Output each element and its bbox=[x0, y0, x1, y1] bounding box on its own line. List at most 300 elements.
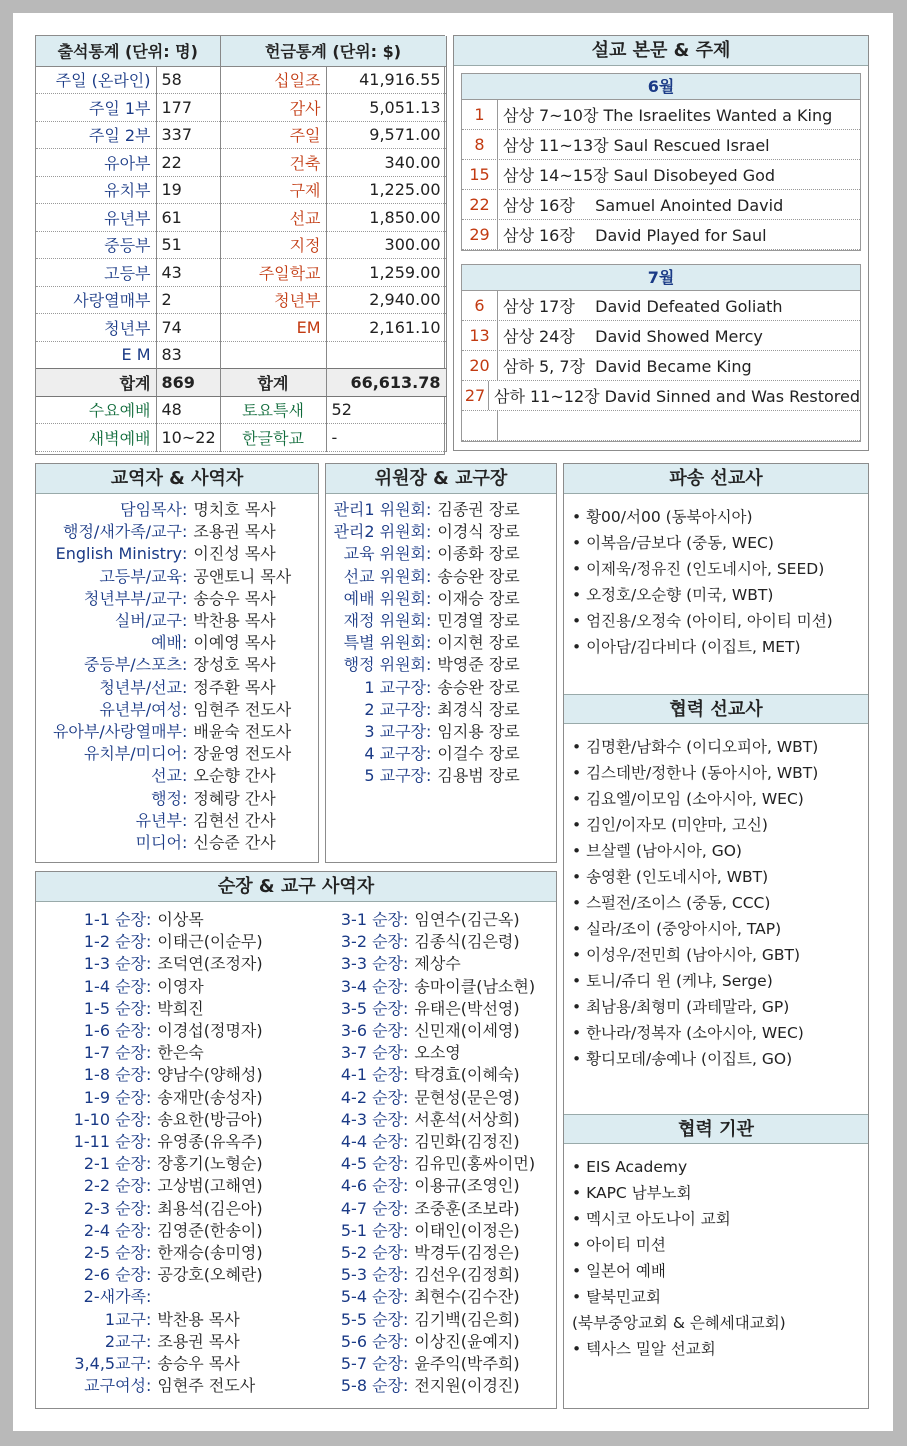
leader-row bbox=[298, 909, 556, 931]
sermon-panel bbox=[453, 35, 869, 451]
colon: : bbox=[146, 1309, 152, 1329]
staff-row bbox=[36, 610, 318, 632]
colon: : bbox=[146, 954, 152, 974]
sermon-date: 6 bbox=[462, 291, 498, 320]
colon: : bbox=[426, 677, 432, 697]
leader-row-name bbox=[151, 1286, 157, 1308]
service-label: 토요특새 bbox=[220, 396, 326, 424]
service-label: 한글학교 bbox=[220, 424, 326, 452]
colon: : bbox=[426, 744, 432, 764]
org-item: (북부중앙교회 & 은혜세대교회) bbox=[572, 1314, 786, 1332]
org-item: • 멕시코 아도나이 교회 bbox=[572, 1206, 858, 1232]
attendance-label: 주일 1부 bbox=[36, 94, 156, 122]
committee-row-name: 이지현 장로 bbox=[437, 633, 520, 653]
june-schedule bbox=[461, 73, 861, 251]
leader-row bbox=[36, 1064, 301, 1086]
staff-row-role: 유년부 bbox=[135, 810, 182, 830]
staff-row bbox=[36, 721, 318, 743]
leader-row-role: 4-6 순장 bbox=[340, 1176, 403, 1196]
colon: : bbox=[426, 522, 432, 542]
colon: : bbox=[182, 699, 188, 719]
colon: : bbox=[403, 1287, 409, 1307]
colon: : bbox=[403, 1065, 409, 1085]
colon: : bbox=[403, 1132, 409, 1152]
leader-row bbox=[298, 1175, 556, 1197]
staff-row-name: 조용권 목사 bbox=[193, 522, 276, 542]
sermon-date: 8 bbox=[462, 130, 498, 159]
staff-panel bbox=[35, 463, 319, 863]
staff-row-role: 유치부/미디어 bbox=[83, 744, 182, 764]
leader-row bbox=[36, 1220, 301, 1242]
missionary-item: • 김요엘/이모임 (소아시아, WEC) bbox=[572, 786, 858, 812]
service-label: 수요예배 bbox=[36, 396, 156, 424]
offering-amount: 2,161.10 bbox=[326, 314, 446, 342]
leader-row-role: 4-7 순장 bbox=[340, 1198, 403, 1218]
colon: : bbox=[146, 1043, 152, 1063]
colon: : bbox=[182, 810, 188, 830]
leader-row-role: 4-3 순장 bbox=[340, 1109, 403, 1129]
colon: : bbox=[182, 744, 188, 764]
sent-header: 파송 선교사 bbox=[564, 464, 868, 494]
committee-row-name: 송승완 장로 bbox=[437, 566, 520, 586]
leader-row-role: 4-2 순장 bbox=[340, 1087, 403, 1107]
staff-row-role: 고등부/교육 bbox=[99, 566, 182, 586]
sermon-title: 삼상 14~15장 Saul Disobeyed God bbox=[503, 166, 776, 185]
leader-row-role: 4-1 순장 bbox=[340, 1065, 403, 1085]
stats-row bbox=[36, 231, 446, 259]
leader-row bbox=[36, 953, 301, 975]
stats-row bbox=[36, 94, 446, 122]
staff-row-role: 실버/교구 bbox=[114, 611, 182, 631]
leader-row-role: 5-5 순장 bbox=[340, 1309, 403, 1329]
offering-total-label: 합계 bbox=[220, 369, 326, 397]
leader-row-name: 조중훈(조보라) bbox=[414, 1198, 520, 1218]
leader-row bbox=[36, 998, 301, 1020]
committee-row bbox=[326, 588, 556, 610]
staff-row-role: 청년부부/교구 bbox=[83, 588, 182, 608]
leader-row-role: 1-9 순장 bbox=[83, 1087, 146, 1107]
committee-row bbox=[326, 632, 556, 654]
staff-row bbox=[36, 632, 318, 654]
stats-row bbox=[36, 121, 446, 149]
colon: : bbox=[146, 976, 152, 996]
service-count: 10~22 bbox=[156, 424, 220, 452]
committee-row-role: 예배 위원회 bbox=[343, 588, 426, 608]
colon: : bbox=[146, 1220, 152, 1240]
missionary-item: • 김인/이자모 (미얀마, 고신) bbox=[572, 812, 858, 838]
stats-row bbox=[36, 286, 446, 314]
leader-row-role: 1-6 순장 bbox=[83, 1021, 146, 1041]
leader-row-name: 최현수(김수잔) bbox=[414, 1287, 520, 1307]
colon: : bbox=[403, 976, 409, 996]
colon: : bbox=[403, 1265, 409, 1285]
leader-row bbox=[36, 1309, 301, 1331]
leader-row-role: 2-2 순장 bbox=[83, 1176, 146, 1196]
leader-row-name: 장홍기(노형순) bbox=[157, 1154, 263, 1174]
sermon-title: 삼하 11~12장 David Sinned and Was Restored bbox=[494, 387, 860, 406]
leader-row bbox=[36, 931, 301, 953]
committee-row-name: 임지용 장로 bbox=[437, 722, 520, 742]
offering-amount: 300.00 bbox=[326, 231, 446, 259]
committee-row bbox=[326, 677, 556, 699]
leaders-panel bbox=[35, 871, 557, 1409]
leader-row-role: 2-3 순장 bbox=[83, 1198, 146, 1218]
missionary-item: • 실라/조이 (중앙아시아, TAP) bbox=[572, 916, 858, 942]
attendance-count: 74 bbox=[156, 314, 220, 342]
colon: : bbox=[146, 1176, 152, 1196]
offering-label: 주일학교 bbox=[220, 259, 326, 287]
attendance-label: 주일 2부 bbox=[36, 121, 156, 149]
missionary-item: • 김스데반/정한나 (동아시아, WBT) bbox=[572, 760, 858, 786]
colon: : bbox=[146, 910, 152, 929]
staff-row bbox=[36, 765, 318, 787]
leader-row bbox=[298, 931, 556, 953]
leader-row bbox=[298, 1064, 556, 1086]
colon: : bbox=[182, 766, 188, 786]
missionary-item: • 이성우/전민희 (남아시아, GBT) bbox=[572, 942, 858, 968]
colon: : bbox=[146, 1109, 152, 1129]
leader-row-name: 한재승(송미영) bbox=[157, 1243, 263, 1263]
missionary-item: • 엄진용/오정숙 (아이티, 아이티 미션) bbox=[572, 608, 858, 634]
attendance-count: 2 bbox=[156, 286, 220, 314]
staff-row-name: 임현주 전도사 bbox=[193, 699, 292, 719]
offering-label: 건축 bbox=[220, 149, 326, 177]
staff-row-name: 신승준 간사 bbox=[193, 833, 276, 853]
sermon-date bbox=[462, 411, 498, 440]
leader-row-role: 1-1 순장 bbox=[83, 910, 146, 929]
leader-row-name: 조덕연(조정자) bbox=[157, 954, 263, 974]
colon: : bbox=[403, 954, 409, 974]
missionary-item: • 브살렐 (남아시아, GO) bbox=[572, 838, 858, 864]
stats-row bbox=[36, 259, 446, 287]
leader-row-name: 이영자 bbox=[157, 976, 204, 996]
leader-row-name: 고상범(고해연) bbox=[157, 1176, 263, 1196]
sermon-row bbox=[462, 411, 860, 441]
stats-row bbox=[36, 314, 446, 342]
offering-label: 주일 bbox=[220, 121, 326, 149]
leader-row-role: 5-6 순장 bbox=[340, 1331, 403, 1351]
colon: : bbox=[426, 544, 432, 564]
sermon-row bbox=[462, 220, 860, 250]
colon: : bbox=[146, 1087, 152, 1107]
service-label: 새벽예배 bbox=[36, 424, 156, 452]
leader-row bbox=[298, 1375, 556, 1397]
leader-row-name: 송승우 목사 bbox=[157, 1354, 240, 1374]
leader-row-name: 문현성(문은영) bbox=[414, 1087, 520, 1107]
staff-row bbox=[36, 654, 318, 676]
staff-row bbox=[36, 566, 318, 588]
staff-row bbox=[36, 521, 318, 543]
colon: : bbox=[426, 588, 432, 608]
staff-row-name: 박찬용 목사 bbox=[193, 611, 276, 631]
sermon-row bbox=[462, 160, 860, 190]
offering-amount: 2,940.00 bbox=[326, 286, 446, 314]
colon: : bbox=[182, 611, 188, 631]
offering-header: 헌금통계 (단위: $) bbox=[220, 36, 446, 66]
colon: : bbox=[182, 833, 188, 853]
leader-row-role: 2-4 순장 bbox=[83, 1220, 146, 1240]
attendance-count: 51 bbox=[156, 231, 220, 259]
leader-row-role: 3-4 순장 bbox=[340, 976, 403, 996]
staff-row-name: 정혜랑 간사 bbox=[193, 788, 276, 808]
committee-row bbox=[326, 743, 556, 765]
leader-row bbox=[36, 1153, 301, 1175]
colon: : bbox=[146, 1021, 152, 1041]
bulletin-page bbox=[13, 13, 893, 1431]
leader-row-name: 김기백(김은희) bbox=[414, 1309, 520, 1329]
leader-row bbox=[36, 1242, 301, 1264]
leader-row-name: 송요한(방금아) bbox=[157, 1109, 263, 1129]
leader-row-role: 1-11 순장 bbox=[73, 1132, 146, 1152]
leader-row-role: 1-5 순장 bbox=[83, 998, 146, 1018]
leader-row-name: 전지원(이경진) bbox=[414, 1376, 520, 1396]
sermon-date: 13 bbox=[462, 321, 498, 350]
colon: : bbox=[403, 998, 409, 1018]
leader-row-role: 1-10 순장 bbox=[73, 1109, 146, 1129]
offering-amount bbox=[326, 341, 446, 369]
org-item: • 일본어 예배 bbox=[572, 1258, 858, 1284]
staff-row-name: 이진성 목사 bbox=[193, 544, 276, 564]
leader-row-name: 박희진 bbox=[157, 998, 204, 1018]
committee-row-name: 김종권 장로 bbox=[437, 500, 520, 519]
stats-row bbox=[36, 341, 446, 369]
attendance-count: 22 bbox=[156, 149, 220, 177]
stats-row bbox=[36, 149, 446, 177]
leader-row-role: 교구여성 bbox=[84, 1376, 146, 1396]
staff-row bbox=[36, 699, 318, 721]
leader-row-role: 3-6 순장 bbox=[340, 1021, 403, 1041]
colon: : bbox=[403, 1331, 409, 1351]
colon: : bbox=[182, 566, 188, 586]
leader-row bbox=[298, 1020, 556, 1042]
leader-row-role: 2-5 순장 bbox=[83, 1243, 146, 1263]
committee-row-name: 이종화 장로 bbox=[437, 544, 520, 564]
colon: : bbox=[403, 1043, 409, 1063]
leader-row-name: 이상목 bbox=[157, 910, 204, 929]
attendance-label: 유치부 bbox=[36, 176, 156, 204]
service-count: 48 bbox=[156, 396, 220, 424]
leader-row bbox=[36, 1198, 301, 1220]
colon: : bbox=[426, 655, 432, 675]
staff-row bbox=[36, 543, 318, 565]
leader-row-role: 5-3 순장 bbox=[340, 1265, 403, 1285]
org-header: 협력 기관 bbox=[564, 1114, 868, 1144]
partner-header: 협력 선교사 bbox=[564, 694, 868, 724]
attendance-total-label: 합계 bbox=[36, 369, 156, 397]
staff-row-name: 오순향 간사 bbox=[193, 766, 276, 786]
staff-row bbox=[36, 588, 318, 610]
committee-row-role: 관리1 위원회 bbox=[333, 500, 426, 519]
attendance-count: 83 bbox=[156, 341, 220, 369]
missionary-item: • 김명환/남화수 (이디오피아, WBT) bbox=[572, 734, 858, 760]
missionary-item: • 스펄전/조이스 (중동, CCC) bbox=[572, 890, 858, 916]
sermon-title: 삼상 11~13장 Saul Rescued Israel bbox=[503, 136, 770, 155]
attendance-count: 337 bbox=[156, 121, 220, 149]
committee-row-name: 이걸수 장로 bbox=[437, 744, 520, 764]
stats-row bbox=[36, 66, 446, 94]
committee-row-name: 민경열 장로 bbox=[437, 611, 520, 631]
leaders-header: 순장 & 교구 사역자 bbox=[36, 872, 556, 902]
staff-row-name: 명치호 목사 bbox=[193, 500, 276, 519]
colon: : bbox=[146, 1132, 152, 1152]
committee-row-name: 김용범 장로 bbox=[437, 766, 520, 786]
colon: : bbox=[403, 910, 409, 929]
leader-row-name: 유태은(박선영) bbox=[414, 998, 520, 1018]
service-count: - bbox=[326, 424, 446, 452]
offering-amount: 5,051.13 bbox=[326, 94, 446, 122]
leader-row bbox=[36, 1109, 301, 1131]
committee-row-role: 행정 위원회 bbox=[343, 655, 426, 675]
staff-row-role: 행정 bbox=[151, 788, 182, 808]
leader-row bbox=[36, 976, 301, 998]
sermon-date: 1 bbox=[462, 100, 498, 129]
colon: : bbox=[182, 522, 188, 542]
sermon-row bbox=[462, 100, 860, 130]
committee-row-name: 이경식 장로 bbox=[437, 522, 520, 542]
colon: : bbox=[426, 566, 432, 586]
sermon-row bbox=[462, 130, 860, 160]
colon: : bbox=[426, 611, 432, 631]
leader-row-role: 5-8 순장 bbox=[340, 1376, 403, 1396]
sermon-header: 설교 본문 & 주제 bbox=[454, 36, 868, 66]
colon: : bbox=[403, 1176, 409, 1196]
month-title: 7월 bbox=[462, 265, 860, 291]
colon: : bbox=[182, 500, 188, 519]
colon: : bbox=[426, 722, 432, 742]
missionary-panel bbox=[563, 463, 869, 1409]
committee-row-role: 4 교구장 bbox=[364, 744, 426, 764]
leader-row-role: 1-3 순장 bbox=[83, 954, 146, 974]
offering-label: 구제 bbox=[220, 176, 326, 204]
colon: : bbox=[182, 655, 188, 675]
sermon-date: 29 bbox=[462, 220, 498, 249]
leader-row-name: 이태근(이순무) bbox=[157, 932, 263, 952]
committee-row bbox=[326, 499, 556, 521]
offering-total: 66,613.78 bbox=[326, 369, 446, 397]
offering-label: 감사 bbox=[220, 94, 326, 122]
leader-row bbox=[298, 1353, 556, 1375]
leader-row bbox=[298, 998, 556, 1020]
colon: : bbox=[426, 633, 432, 653]
committee-row-role: 선교 위원회 bbox=[343, 566, 426, 586]
committee-row-name: 최경식 장로 bbox=[437, 699, 520, 719]
committee-row-name: 송승완 장로 bbox=[437, 677, 520, 697]
leader-row bbox=[298, 1286, 556, 1308]
leader-row bbox=[298, 1042, 556, 1064]
staff-row-name: 장윤영 전도사 bbox=[193, 744, 292, 764]
colon: : bbox=[403, 1309, 409, 1329]
july-schedule bbox=[461, 264, 861, 442]
staff-row-role: English Ministry bbox=[55, 544, 182, 564]
leader-row-name: 유영종(유옥주) bbox=[157, 1132, 263, 1152]
leader-row-name: 송재만(송성자) bbox=[157, 1087, 263, 1107]
committee-row-role: 재정 위원회 bbox=[343, 611, 426, 631]
leader-row-name: 탁경효(이혜숙) bbox=[414, 1065, 520, 1085]
colon: : bbox=[146, 932, 152, 952]
leader-row-role: 1-8 순장 bbox=[83, 1065, 146, 1085]
colon: : bbox=[426, 766, 432, 786]
offering-amount: 1,259.00 bbox=[326, 259, 446, 287]
committee-row bbox=[326, 566, 556, 588]
colon: : bbox=[146, 998, 152, 1018]
leader-row bbox=[36, 1353, 301, 1375]
colon: : bbox=[146, 1354, 152, 1374]
leader-row bbox=[298, 976, 556, 998]
colon: : bbox=[403, 932, 409, 952]
staff-row-role: 행정/새가족/교구 bbox=[63, 522, 182, 542]
missionary-item: • 송영환 (인도네시아, WBT) bbox=[572, 864, 858, 890]
colon: : bbox=[426, 699, 432, 719]
offering-label bbox=[220, 341, 326, 369]
missionary-item: • 이제욱/정유진 (인도네시아, SEED) bbox=[572, 556, 858, 582]
service-count: 52 bbox=[326, 396, 446, 424]
staff-row-name: 장성호 목사 bbox=[193, 655, 276, 675]
committee-row-role: 교육 위원회 bbox=[343, 544, 426, 564]
committee-row-role: 2 교구장 bbox=[364, 699, 426, 719]
attendance-total: 869 bbox=[156, 369, 220, 397]
staff-row bbox=[36, 832, 318, 854]
sermon-date: 27 bbox=[462, 381, 489, 410]
staff-row-name: 김현선 간사 bbox=[193, 810, 276, 830]
leader-row bbox=[298, 1131, 556, 1153]
leader-row-name: 이경섭(정명자) bbox=[157, 1021, 263, 1041]
leader-row bbox=[36, 1087, 301, 1109]
missionary-item: • 한나라/정복자 (소아시아, WEC) bbox=[572, 1020, 858, 1046]
sermon-title: 삼상 7~10장 The Israelites Wanted a King bbox=[503, 106, 833, 125]
leader-row bbox=[298, 1220, 556, 1242]
leader-row-name: 김선우(김정희) bbox=[414, 1265, 520, 1285]
staff-row bbox=[36, 743, 318, 765]
staff-row-role: 유년부/여성 bbox=[99, 699, 182, 719]
leader-row-role: 1-2 순장 bbox=[83, 932, 146, 952]
leader-row-name: 김민화(김정진) bbox=[414, 1132, 520, 1152]
attendance-label: 사랑열매부 bbox=[36, 286, 156, 314]
staff-row-role: 중등부/스포츠 bbox=[83, 655, 182, 675]
stats-row bbox=[36, 204, 446, 232]
leader-row-role: 2-1 순장 bbox=[83, 1154, 146, 1174]
leader-row bbox=[298, 1242, 556, 1264]
colon: : bbox=[146, 1331, 152, 1351]
statistics-table bbox=[35, 35, 445, 455]
org-item: • 텍사스 밀알 선교회 bbox=[572, 1336, 858, 1362]
committee-row-role: 1 교구장 bbox=[364, 677, 426, 697]
total-row bbox=[36, 369, 446, 397]
leader-row-role: 3-3 순장 bbox=[340, 954, 403, 974]
missionary-item: • 황00/서00 (동북아시아) bbox=[572, 504, 858, 530]
leader-row-role: 3-7 순장 bbox=[340, 1043, 403, 1063]
missionary-item: • 토니/쥬디 윈 (케냐, Serge) bbox=[572, 968, 858, 994]
committee-row-name: 박영준 장로 bbox=[437, 655, 520, 675]
missionary-item: • 이아담/김다비다 (이집트, MET) bbox=[572, 634, 858, 660]
leader-row bbox=[298, 1198, 556, 1220]
leader-row bbox=[298, 1309, 556, 1331]
colon: : bbox=[146, 1287, 152, 1307]
sermon-date: 22 bbox=[462, 190, 498, 219]
leader-row-name: 박찬용 목사 bbox=[157, 1309, 240, 1329]
leader-row-name: 공강호(오혜란) bbox=[157, 1265, 263, 1285]
staff-row-role: 담임목사 bbox=[120, 500, 182, 519]
leader-row bbox=[36, 1375, 301, 1397]
staff-row-role: 미디어 bbox=[135, 833, 182, 853]
committee-row bbox=[326, 765, 556, 787]
org-item: • EIS Academy bbox=[572, 1154, 858, 1180]
colon: : bbox=[146, 1065, 152, 1085]
staff-row bbox=[36, 499, 318, 521]
stats-extra-row bbox=[36, 396, 446, 424]
offering-amount: 340.00 bbox=[326, 149, 446, 177]
colon: : bbox=[403, 1376, 409, 1396]
colon: : bbox=[146, 1243, 152, 1263]
